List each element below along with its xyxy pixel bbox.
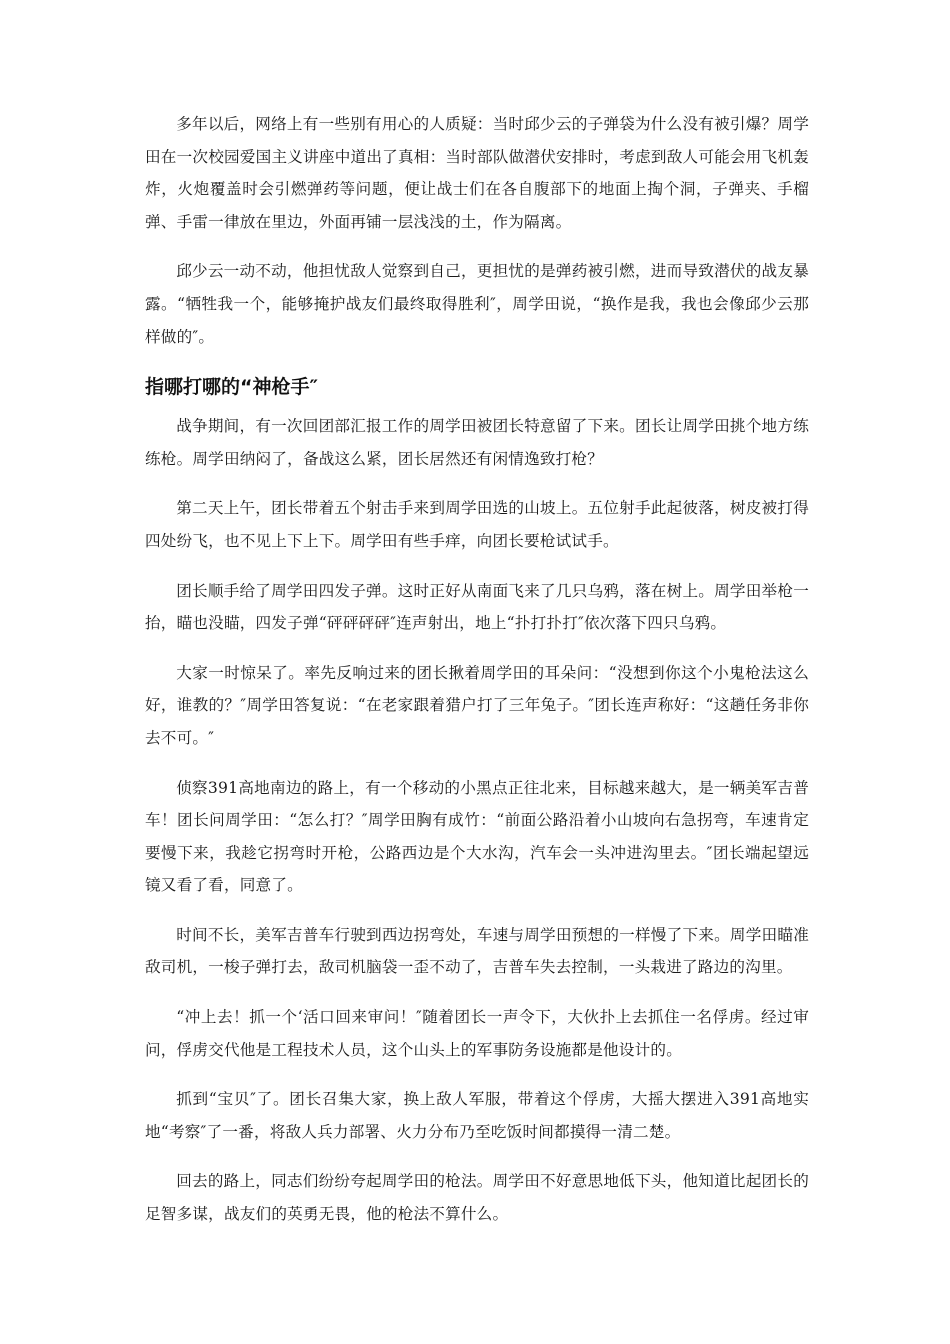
paragraph-section-5: 侦察391高地南边的路上，有一个移动的小黑点正往北来，目标越来越大，是一辆美军吉普车！团长问周学田：“怎么打？″周学田胸有成竹：“前面公路沿着小山坡向右急拐弯，车速肯定要慢下来，我趁它拐弯时开枪，公路西边是个大水沟，汽车会一头冲进沟里去。″团长端起望远镜又看了看，同意了。 [145, 778, 809, 895]
paragraph-section-7: “冲上去！抓一个‘活口回来审问！″随着团长一声令下，大伙扑上去抓住一名俘虏。经过审问，俘虏交代他是工程技术人员，这个山头上的军事防务设施都是他设计的。 [145, 1008, 809, 1059]
article-body [145, 108, 809, 1248]
paragraph-intro-2: 邱少云一动不动，他担忧敌人觉察到自己，更担忧的是弹药被引燃，进而导致潜伏的战友暴露。“牺牲我一个，能够掩护战友们最终取得胜利″，周学田说，“换作是我，我也会像邱少云那样做的″。 [145, 262, 809, 346]
paragraph-section-3: 团长顺手给了周学田四发子弹。这时正好从南面飞来了几只乌鸦，落在树上。周学田举枪一抬，瞄也没瞄，四发子弹“砰砰砰砰″连声射出，地上“扑打扑打″依次落下四只乌鸦。 [145, 581, 809, 633]
paragraph-section-8: 抓到“宝贝″了。团长召集大家，换上敌人军服，带着这个俘虏，大摇大摆进入391高地实地“考察″了一番，将敌人兵力部署、火力分布乃至吃饭时间都摸得一清二楚。 [145, 1090, 809, 1141]
paragraph-section-4: 大家一时惊呆了。率先反响过来的团长揪着周学田的耳朵问：“没想到你这个小鬼枪法这么好，谁教的？″周学田答复说：“在老家跟着猎户打了三年兔子。″团长连声称好：“这趟任务非你去不可。″ [145, 663, 809, 747]
paragraph-section-9: 回去的路上，同志们纷纷夸起周学田的枪法。周学田不好意思地低下头，他知道比起团长的足智多谋，战友们的英勇无畏，他的枪法不算什么。 [145, 1172, 809, 1224]
paragraph-intro-1: 多年以后，网络上有一些别有用心的人质疑：当时邱少云的子弹袋为什么没有被引爆？周学田在一次校园爱国主义讲座中道出了真相：当时部队做潜伏安排时，考虑到敌人可能会用飞机轰炸，火炮覆盖时会引燃弹药等问题，便让战士们在各自腹部下的地面上掏个洞，子弹夹、手榴弹、手雷一律放在里边，外面再铺一层浅浅的土，作为隔离。 [145, 115, 809, 231]
paragraph-section-1: 战争期间，有一次回团部汇报工作的周学田被团长特意留了下来。团长让周学田挑个地方练练枪。周学田纳闷了，备战这么紧，团长居然还有闲情逸致打枪？ [145, 417, 809, 468]
section-heading: 指哪打哪的“神枪手″ [145, 376, 318, 399]
paragraph-section-6: 时间不长，美军吉普车行驶到西边拐弯处，车速与周学田预想的一样慢了下来。周学田瞄准敌司机，一梭子弹打去，敌司机脑袋一歪不动了，吉普车失去控制，一头栽进了路边的沟里。 [145, 925, 809, 977]
paragraph-section-2: 第二天上午，团长带着五个射击手来到周学田选的山坡上。五位射手此起彼落，树皮被打得四处纷飞，也不见上下上下。周学田有些手痒，向团长要枪试试手。 [145, 499, 809, 550]
